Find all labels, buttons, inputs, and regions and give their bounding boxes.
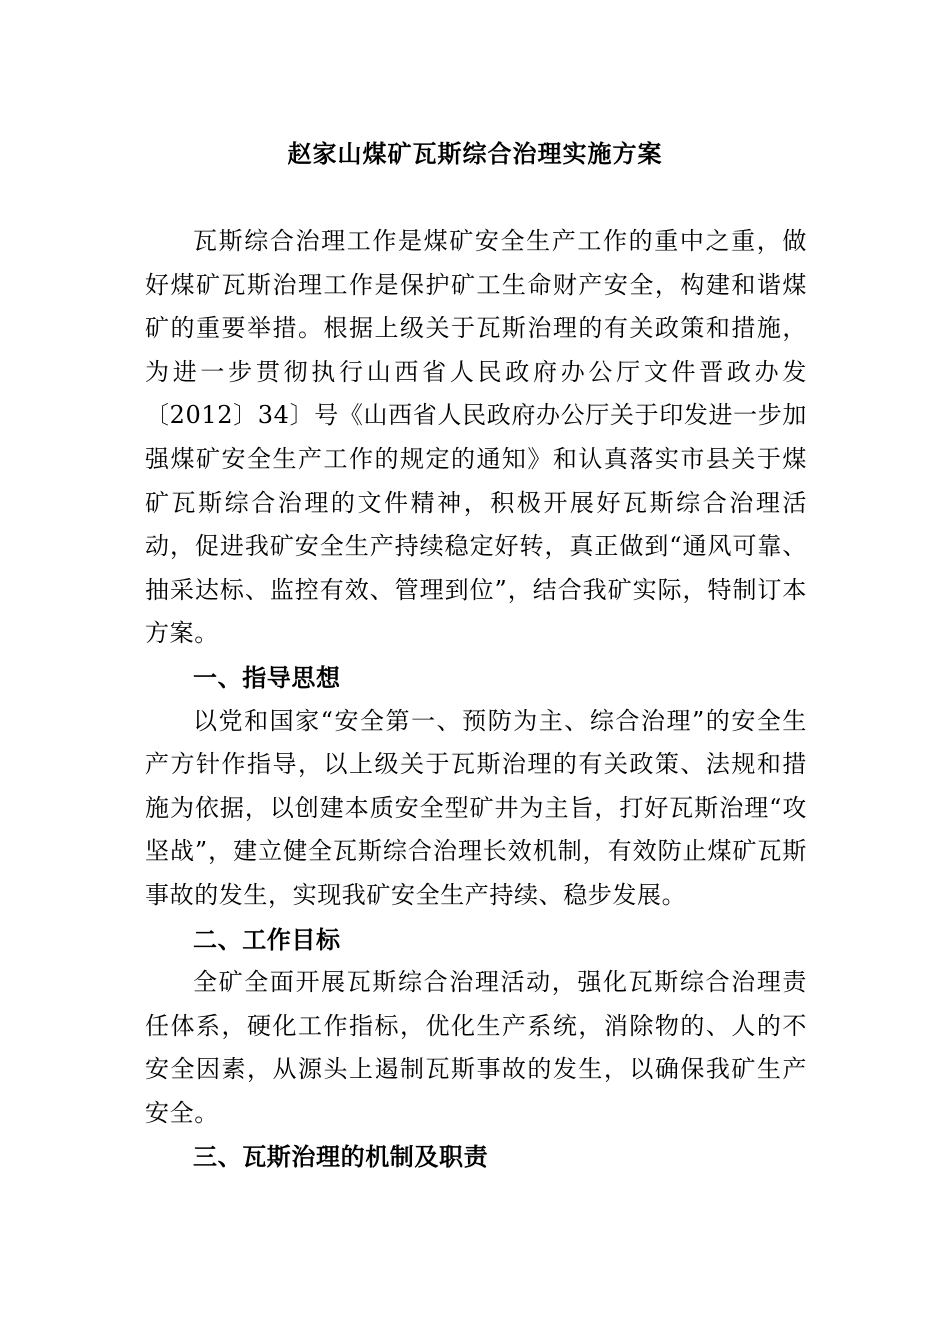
section-body-work-goals: 全矿全面开展瓦斯综合治理活动，强化瓦斯综合治理责任体系，硬化工作指标，优化生产系统，消除物的、人的不安全因素，从源头上遏制瓦斯事故的发生，以确保我矿生产安全。 [145,968,807,1127]
section-heading-guiding-ideology: 一、指导思想 [193,662,341,692]
section-body-guiding-ideology: 以党和国家“安全第一、预防为主、综合治理”的安全生产方针作指导，以上级关于瓦斯治理的有关政策、法规和措施为依据，以创建本质安全型矿井为主旨，打好瓦斯治理“攻坚战”，建立健全瓦斯综合治理长效机制，有效防止煤矿瓦斯事故的发生，实现我矿安全生产持续、稳步发展。 [145,706,807,909]
document-body [145,220,807,1179]
section-heading-mechanism-duties: 三、瓦斯治理的机制及职责 [193,1142,489,1172]
section-heading-work-goals: 二、工作目标 [193,924,341,954]
intro-paragraph: 瓦斯综合治理工作是煤矿安全生产工作的重中之重，做好煤矿瓦斯治理工作是保护矿工生命财产安全，构建和谐煤矿的重要举措。根据上级关于瓦斯治理的有关政策和措施，为进一步贯彻执行山西省人民政府办公厅文件晋政办发〔2012〕34〕号《山西省人民政府办公厅关于印发进一步加强煤矿安全生产工作的规定的通知》和认真落实市县关于煤矿瓦斯综合治理的文件精神，积极开展好瓦斯综合治理活动，促进我矿安全生产持续稳定好转，真正做到“通风可靠、抽采达标、监控有效、管理到位”，结合我矿实际，特制订本方案。 [145,227,807,648]
document-title: 赵家山煤矿瓦斯综合治理实施方案 [287,139,663,168]
